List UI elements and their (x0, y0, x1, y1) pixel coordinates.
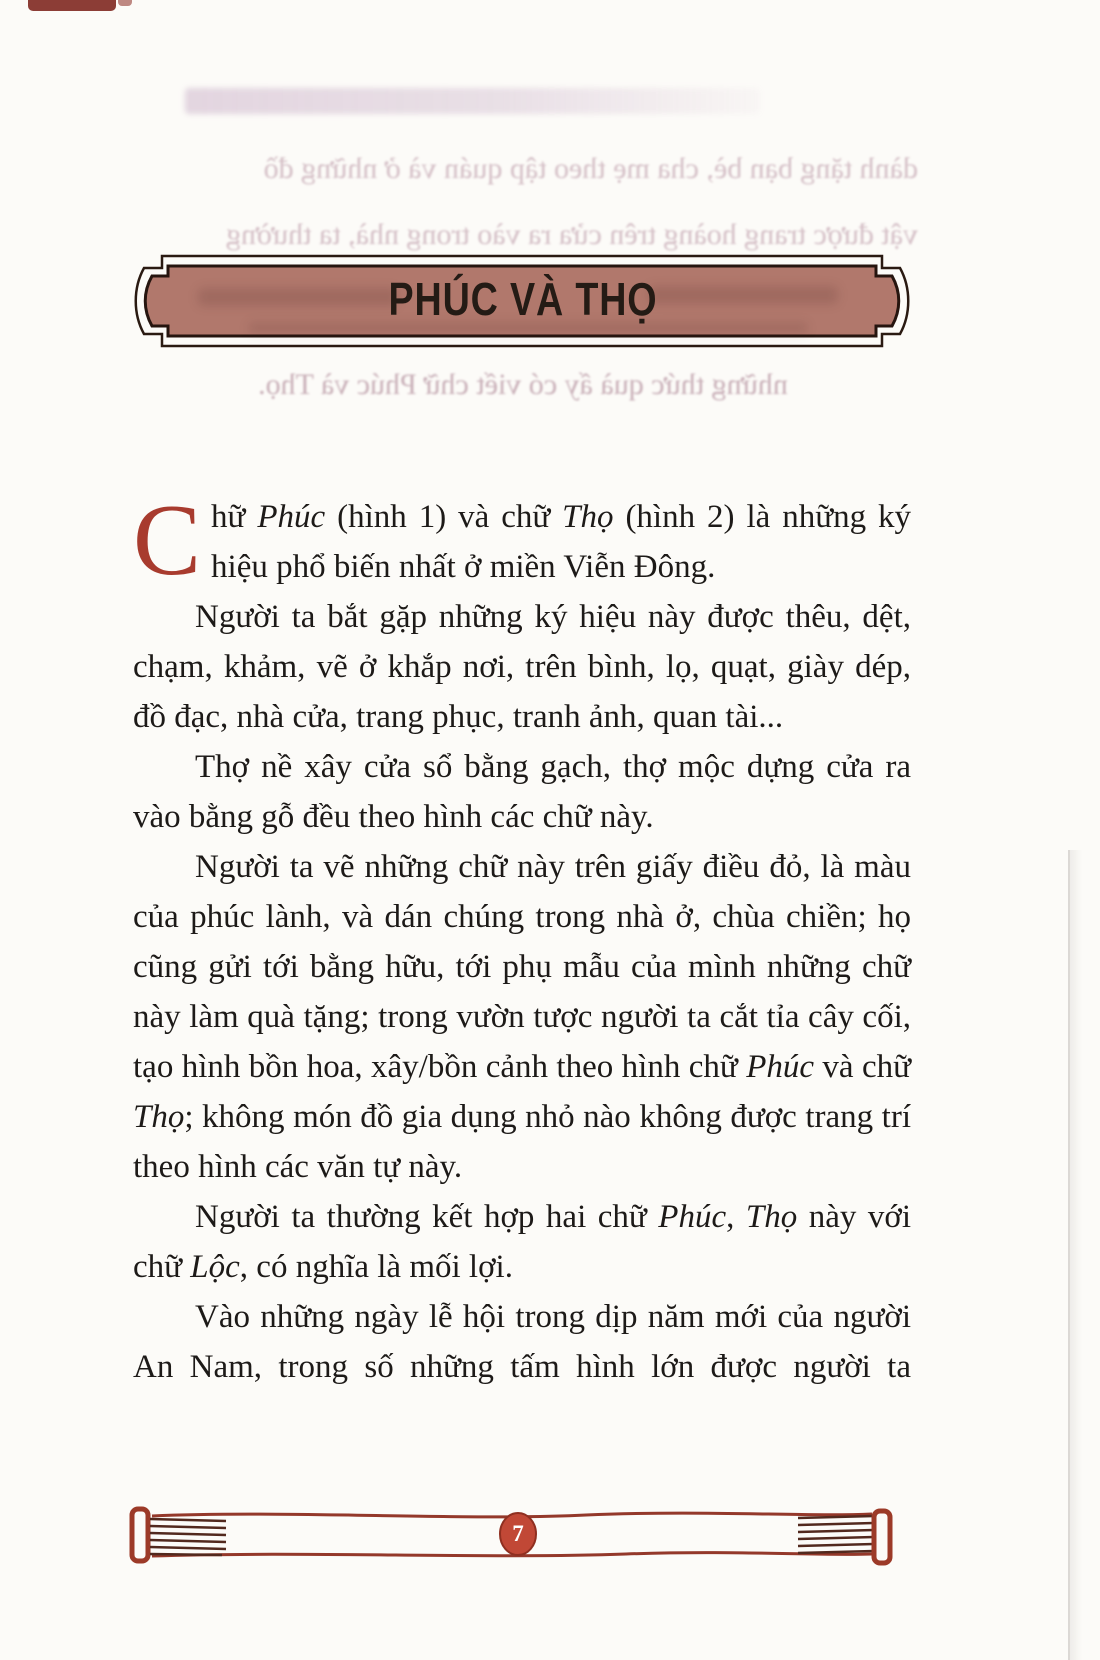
drop-cap: C (133, 484, 202, 597)
scroll-roller-left-icon (132, 1509, 148, 1561)
page-number: 7 (512, 1521, 524, 1546)
bleedthrough-line: vật được trang hoàng trên cửa ra vào trong nhà, ta thường (226, 218, 918, 251)
body-paragraph: Người ta bắt gặp những ký hiệu này được thêu, dệt, chạm, khảm, vẽ ở khắp nơi, trên bình, lọ, quạt, giày dép, đồ đạc, nhà cửa, trang phục, tranh ảnh, quan tài... (133, 599, 911, 735)
scroll-hatch-left-icon (150, 1519, 226, 1555)
bleedthrough-smudge (185, 88, 760, 114)
bleedthrough-line: dành tặng bạn bè, cha mẹ theo tập quán và ở những đồ (263, 152, 918, 185)
body-paragraph: Người ta thường kết hợp hai chữ Phúc, Thọ này với chữ Lộc, có nghĩa là mối lợi. (133, 1199, 912, 1285)
chapter-banner (128, 250, 918, 352)
paragraph-text: hữ Phúc (hình 1) và chữ Thọ (hình 2) là những ký hiệu phổ biến nhất ở miền Viễn Đông. (211, 499, 912, 585)
body-paragraph: Thợ nề xây cửa sổ bằng gạch, thợ mộc dựng cửa ra vào bằng gỗ đều theo hình các chữ này. (133, 749, 911, 835)
body-paragraph (133, 484, 912, 597)
footer-scroll (126, 1497, 916, 1582)
body-paragraph: Vào những ngày lễ hội trong dịp năm mới của người An Nam, trong số những tấm hình lớn được người ta (133, 1299, 911, 1385)
chapter-title: PHÚC VÀ THỌ (388, 273, 658, 325)
page-edge-shadow (1068, 850, 1082, 1660)
scroll-hatch-right-icon (798, 1516, 874, 1553)
ink-smudge (118, 0, 132, 6)
ink-smudge (28, 0, 116, 11)
scroll-roller-right-icon (874, 1511, 890, 1563)
body-paragraph: Người ta vẽ những chữ này trên giấy điều đỏ, là màu của phúc lành, và dán chúng trong nhà ở, chùa chiền; họ cũng gửi tới bằng hữu, tới phụ mẫu của mình những chữ này làm quà tặng; trong vườn tược người ta cắt tỉa cây cối, tạo hình bồn hoa, xây/bồn cảnh theo hình chữ Phúc và chữ Thọ; không món đồ gia dụng nhỏ nào không được trang trí theo hình các văn tự này. (133, 849, 911, 1185)
body-text (133, 484, 912, 1392)
bleedthrough-line: những thức quà ấy có viết chữ Phúc và Thọ. (258, 368, 788, 401)
